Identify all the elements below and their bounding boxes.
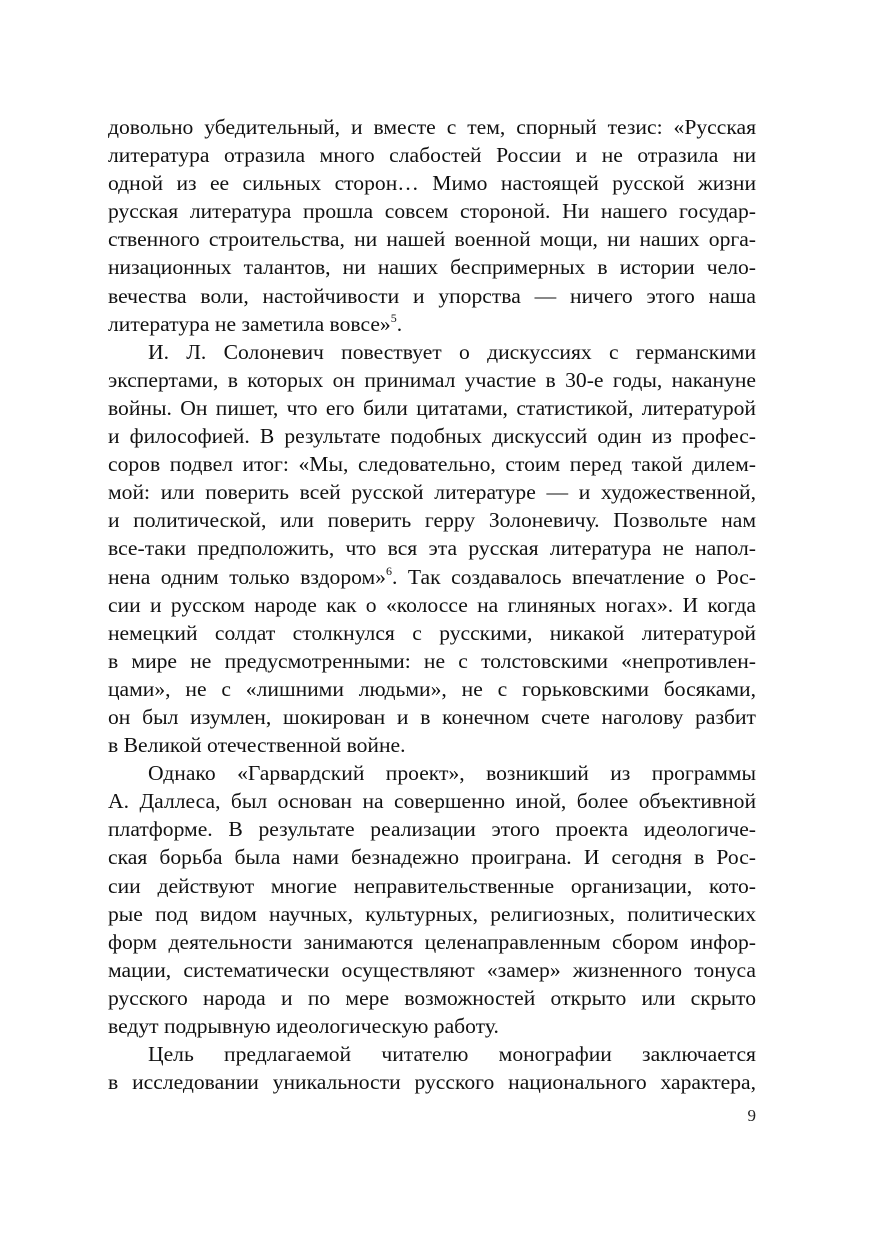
text-line: Однако «Гарвардский проект», возникший из программы: [148, 761, 756, 786]
paragraph: [108, 759, 756, 1040]
text-line: [108, 310, 756, 338]
page-body: [108, 113, 756, 1096]
text-line: в исследовании уникальности русского национального характера,: [108, 1070, 756, 1095]
text-line: он был изумлен, шокирован и в конечном счете наголову разбит: [108, 704, 756, 729]
text-line: ская борьба была нами безнадежно проиграна. И сегодня в Рос-: [108, 845, 756, 870]
text-line: литература отразила много слабостей России и не отразила ни: [108, 143, 756, 168]
text-line: низационных талантов, ни наших беспримерных в истории чело-: [108, 255, 756, 280]
text-line: цами», не с «лишними людьми», не с горьковскими босяками,: [108, 676, 756, 701]
text-line: в Великой отечественной войне.: [108, 733, 406, 758]
text-line: сии действуют многие неправительственные организации, кото-: [108, 873, 756, 898]
text-fragment: нена одним только вздором»: [108, 564, 386, 589]
text-line: довольно убедительный, и вместе с тем, спорный тезис: «Русская: [108, 115, 756, 139]
text-line: русского народа и по мере возможностей открыто или скрыто: [108, 985, 756, 1010]
text-line: и политической, или поверить герру Золоневичу. Позвольте нам: [108, 508, 756, 533]
text-line: немецкий солдат столкнулся с русскими, никакой литературой: [108, 620, 756, 645]
text-line: и философией. В результате подобных дискуссий один из профес-: [108, 424, 756, 449]
text-line: платформе. В результате реализации этого проекта идеологиче-: [108, 817, 756, 842]
text-line: вечества воли, настойчивости и упорства — ничего этого наша: [108, 283, 756, 308]
text-line: войны. Он пишет, что его били цитатами, статистикой, литературой: [108, 395, 756, 420]
paragraph: [108, 113, 756, 338]
text-line: [108, 563, 756, 591]
text-line: одной из ее сильных сторон… Мимо настоящей русской жизни: [108, 171, 756, 196]
text-line: ственного строительства, ни нашей военной мощи, ни наших орга-: [108, 227, 756, 252]
text-line: все-таки предположить, что вся эта русская литература не напол-: [108, 536, 756, 561]
text-line: соров подвел итог: «Мы, следовательно, стоим перед такой дилем-: [108, 452, 756, 477]
paragraph: [108, 1040, 756, 1096]
footnote-ref: 5: [390, 310, 397, 325]
text-line: Цель предлагаемой читателю монографии заключается: [148, 1042, 756, 1067]
text-line: мой: или поверить всей русской литературе — и художественной,: [108, 480, 756, 505]
text-line: А. Даллеса, был основан на совершенно иной, более объективной: [108, 789, 756, 814]
text-line: мации, систематически осуществляют «замер» жизненного тонуса: [108, 957, 756, 982]
page-number: 9: [747, 1106, 756, 1125]
text-line: сии и русском народе как о «колоссе на глиняных ногах». И когда: [108, 592, 756, 617]
footnote-ref: 6: [385, 563, 392, 578]
text-line: рые под видом научных, культурных, религиозных, политических: [108, 901, 756, 926]
text-fragment: . Так создавалось впечатление о Рос-: [391, 564, 756, 589]
text-line: русская литература прошла совсем стороной. Ни нашего государ-: [108, 199, 756, 224]
text-line: экспертами, в которых он принимал участие в 30-е годы, накануне: [108, 367, 756, 392]
paragraph: [108, 338, 756, 759]
text-fragment: литература не заметила вовсе»: [108, 311, 391, 336]
text-line: форм деятельности занимаются целенаправленным сбором инфор-: [108, 929, 756, 954]
text-line: ведут подрывную идеологическую работу.: [108, 1014, 499, 1038]
text-line: в мире не предусмотренными: не с толстовскими «непротивлен-: [108, 648, 756, 673]
text-fragment: .: [396, 311, 403, 336]
text-line: И. Л. Солоневич повествует о дискуссиях с германскими: [148, 339, 756, 364]
